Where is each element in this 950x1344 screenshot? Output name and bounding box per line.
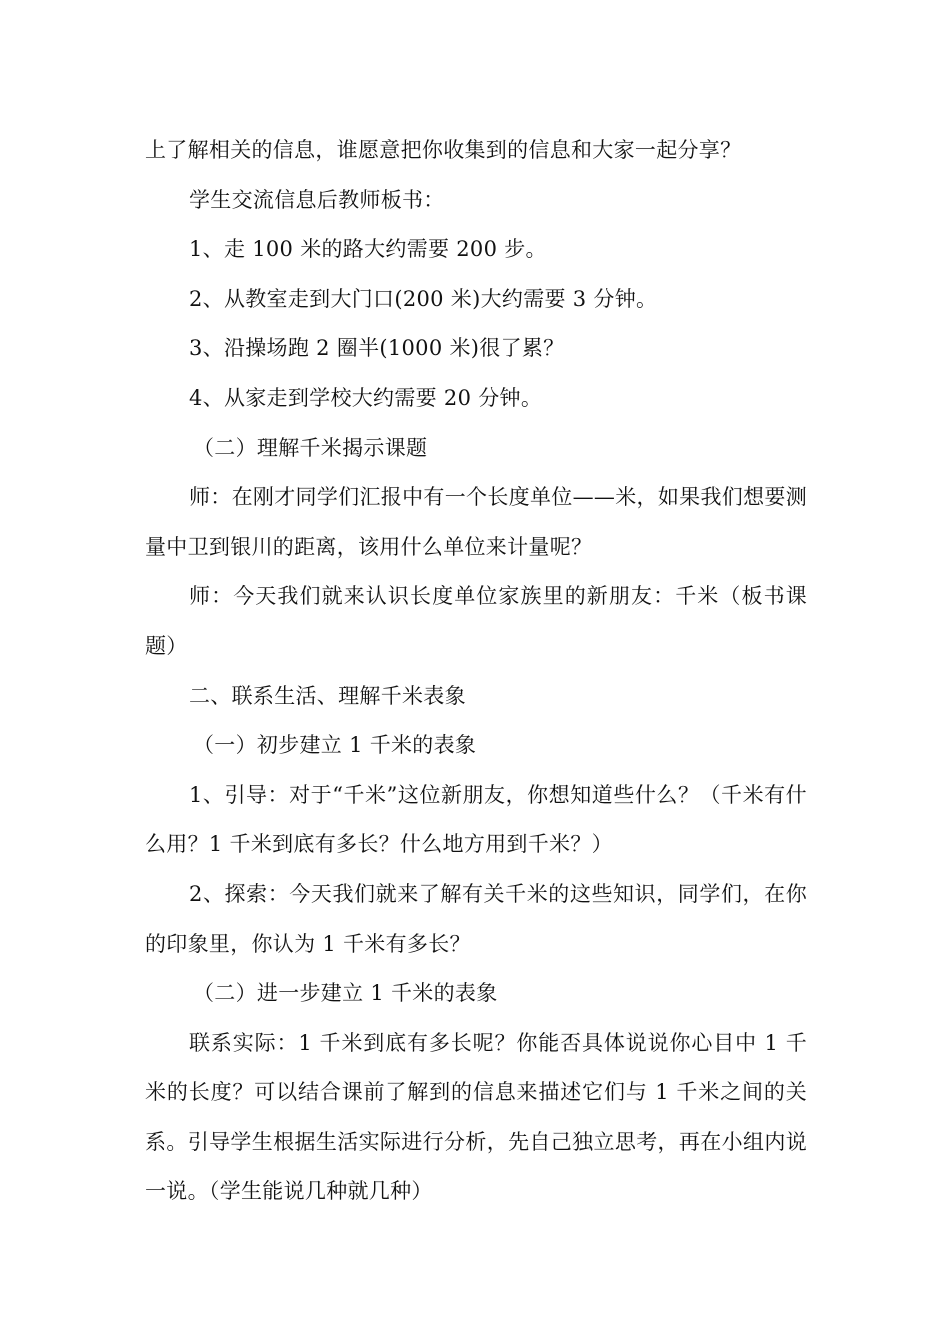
paragraph-board-intro: 学生交流信息后教师板书： [189, 187, 445, 212]
list-item-4: 4、从家走到学校大约需要 20 分钟。 [189, 385, 543, 410]
section-heading-part-two: 二、联系生活、理解千米表象 [189, 683, 466, 708]
document-body [145, 126, 807, 1217]
list-item-2: 2、从教室走到大门口(200 米)大约需要 3 分钟。 [189, 286, 658, 311]
section-heading-further-concept: （二）进一步建立 1 千米的表象 [193, 981, 498, 1006]
paragraph-guide: 1、引导：对于“千米”这位新朋友，你想知道些什么？（千米有什么用？1 千米到底有多长？什么地方用到千米？） [145, 782, 807, 857]
section-heading-initial-concept: （一）初步建立 1 千米的表象 [193, 733, 477, 758]
paragraph-teacher-topic: 师：今天我们就来认识长度单位家族里的新朋友：千米（板书课题） [145, 584, 807, 658]
paragraph-teacher-question: 师：在刚才同学们汇报中有一个长度单位——米，如果我们想要测量中卫到银川的距离，该用什么单位来计量呢？ [145, 485, 807, 559]
paragraph-practice: 联系实际：1 千米到底有多长呢？你能否具体说说你心目中 1 千米的长度？可以结合课前了解到的信息来描述它们与 1 千米之间的关系。引导学生根据生活实际进行分析，先自己独立思考，再在小组内说一说。（学生能说几种就几种） [145, 1030, 807, 1204]
paragraph-continuation: 上了解相关的信息，谁愿意把你收集到的信息和大家一起分享？ [145, 138, 742, 162]
paragraph-explore: 2、探索：今天我们就来了解有关千米的这些知识，同学们，在你的印象里，你认为 1 千米有多长？ [145, 881, 807, 956]
section-heading-understand-km: （二）理解千米揭示课题 [193, 435, 428, 460]
list-item-1: 1、走 100 米的路大约需要 200 步。 [189, 237, 547, 262]
list-item-3: 3、沿操场跑 2 圈半(1000 米)很了累？ [189, 336, 565, 361]
